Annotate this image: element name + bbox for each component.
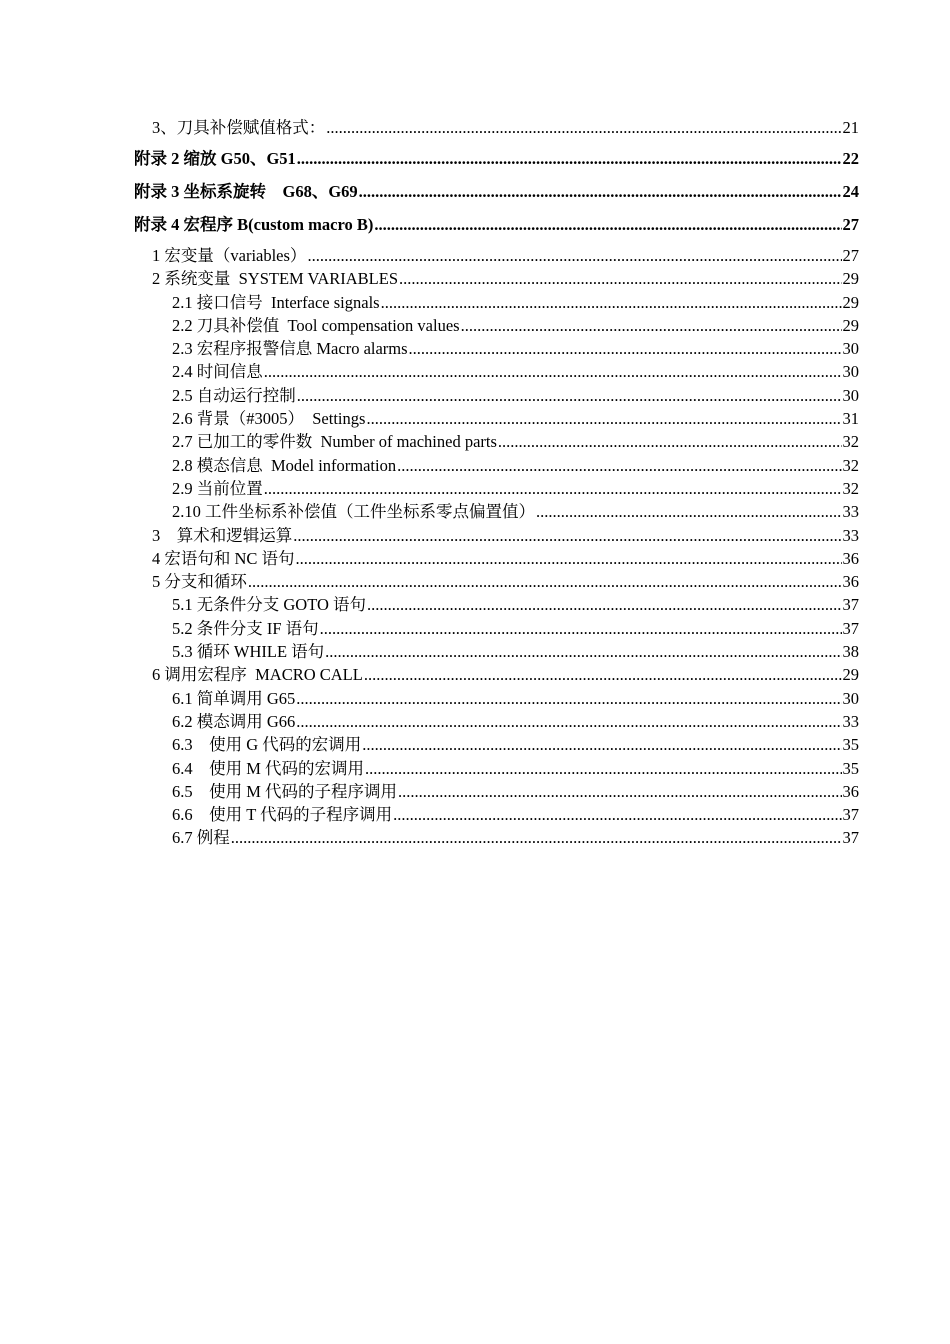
toc-entry-label: 6.4 使用 M 代码的宏调用 (172, 758, 365, 778)
toc-entry-label: 2.1 接口信号 Interface signals (172, 292, 380, 312)
toc-page-number: 30 (842, 339, 859, 359)
toc-dot-leader (231, 826, 842, 849)
toc-entry-label: 5.2 条件分支 IF 语句 (172, 618, 319, 638)
toc-entry-label: 4 宏语句和 NC 语句 (152, 548, 295, 568)
toc-entry[interactable] (172, 454, 859, 477)
toc-dot-leader (366, 407, 841, 430)
toc-page-number: 37 (842, 805, 859, 825)
toc-dot-leader (297, 384, 842, 407)
toc-entry-label: 2.10 工件坐标系补偿值（工件坐标系零点偏置值） (172, 502, 535, 522)
toc-dot-leader (320, 617, 842, 640)
toc-page-number: 36 (842, 572, 859, 592)
toc-entry-label: 5.3 循环 WHILE 语句 (172, 642, 325, 662)
toc-entry[interactable] (172, 826, 859, 849)
toc-entry-label: 2.6 背景（#3005） Settings (172, 409, 366, 429)
toc-page-number: 35 (842, 735, 859, 755)
toc-entry[interactable] (172, 710, 859, 733)
toc-entry-label: 2 系统变量 SYSTEM VARIABLES (152, 269, 399, 289)
toc-entry-label: 6.3 使用 G 代码的宏调用 (172, 735, 362, 755)
toc-dot-leader (365, 757, 841, 780)
toc-page-number: 27 (842, 215, 859, 234)
toc-page-number: 22 (842, 149, 859, 168)
toc-entry-label: 6 调用宏程序 MACRO CALL (152, 665, 363, 685)
toc-dot-leader (393, 803, 841, 826)
toc-entry-label: 5.1 无条件分支 GOTO 语句 (172, 595, 367, 615)
toc-page-number: 32 (842, 478, 859, 498)
toc-page-number: 36 (842, 781, 859, 801)
toc-page-number: 24 (842, 182, 859, 201)
toc-entry[interactable] (172, 803, 859, 826)
toc-dot-leader (397, 454, 841, 477)
toc-dot-leader (293, 524, 841, 547)
toc-entry-label: 2.9 当前位置 (172, 478, 263, 498)
toc-dot-leader (307, 244, 841, 267)
toc-dot-leader (367, 593, 841, 616)
toc-entry[interactable] (152, 547, 859, 570)
toc-entry[interactable] (172, 407, 859, 430)
toc-entry-label: 附录 2 缩放 G50、G51 (134, 149, 296, 168)
toc-dot-leader (399, 267, 841, 290)
toc-page-number: 32 (842, 455, 859, 475)
toc-entry-label: 6.5 使用 M 代码的子程序调用 (172, 781, 398, 801)
table-of-contents (0, 114, 950, 850)
toc-entry-label: 2.4 时间信息 (172, 362, 263, 382)
toc-dot-leader (359, 175, 842, 208)
toc-entry[interactable] (172, 593, 859, 616)
toc-dot-leader (264, 477, 842, 500)
toc-dot-leader (398, 780, 841, 803)
toc-page-number: 29 (842, 665, 859, 685)
toc-entry[interactable] (152, 663, 859, 686)
toc-entry[interactable] (172, 500, 859, 523)
toc-page-number: 33 (842, 525, 859, 545)
toc-entry[interactable] (172, 337, 859, 360)
toc-entry[interactable] (172, 430, 859, 453)
toc-dot-leader (264, 360, 842, 383)
toc-entry[interactable] (172, 617, 859, 640)
toc-dot-leader (364, 663, 842, 686)
toc-dot-leader (374, 208, 841, 241)
toc-entry-appendix[interactable] (134, 175, 859, 208)
toc-page-number: 29 (842, 315, 859, 335)
toc-entry-label: 2.5 自动运行控制 (172, 385, 296, 405)
toc-entry[interactable] (152, 524, 859, 547)
toc-page-number: 30 (842, 362, 859, 382)
toc-page-number: 21 (842, 118, 859, 137)
toc-entry[interactable] (172, 757, 859, 780)
toc-entry[interactable] (152, 114, 859, 142)
toc-entry-label: 3 算术和逻辑运算 (152, 525, 293, 545)
toc-entry-label: 附录 3 坐标系旋转 G68、G69 (134, 182, 358, 201)
toc-entry[interactable] (172, 384, 859, 407)
toc-dot-leader (297, 142, 842, 175)
toc-dot-leader (498, 430, 842, 453)
toc-page-number: 32 (842, 432, 859, 452)
toc-entry[interactable] (172, 314, 859, 337)
toc-entry-label: 2.7 已加工的零件数 Number of machined parts (172, 432, 497, 452)
toc-dot-leader (409, 337, 842, 360)
toc-entry[interactable] (172, 360, 859, 383)
toc-entry-label: 3、刀具补偿赋值格式： (152, 118, 326, 137)
toc-entry-appendix[interactable] (134, 142, 859, 175)
toc-page-number: 35 (842, 758, 859, 778)
toc-page-number: 33 (842, 502, 859, 522)
toc-entry-label: 2.2 刀具补偿值 Tool compensation values (172, 315, 460, 335)
toc-entry[interactable] (172, 640, 859, 663)
toc-entry[interactable] (172, 733, 859, 756)
toc-entry[interactable] (172, 477, 859, 500)
toc-page-number: 29 (842, 292, 859, 312)
toc-entry-label: 2.3 宏程序报警信息 Macro alarms (172, 339, 408, 359)
toc-page-number: 38 (842, 642, 859, 662)
toc-entry-label: 2.8 模态信息 Model information (172, 455, 397, 475)
toc-dot-leader (325, 640, 841, 663)
toc-entry-label: 1 宏变量（variables） (152, 246, 307, 265)
toc-page-number: 30 (842, 688, 859, 708)
toc-entry[interactable] (172, 687, 859, 710)
toc-page-number: 33 (842, 711, 859, 731)
toc-entry[interactable] (152, 267, 859, 290)
toc-dot-leader (296, 687, 841, 710)
toc-page-number: 30 (842, 385, 859, 405)
toc-entry[interactable] (152, 244, 859, 267)
toc-entry-label: 6.2 模态调用 G66 (172, 711, 296, 731)
toc-entry[interactable] (172, 780, 859, 803)
toc-page-number: 29 (842, 269, 859, 289)
toc-entry-label: 附录 4 宏程序 B(custom macro B) (134, 215, 374, 234)
toc-entry-label: 6.6 使用 T 代码的子程序调用 (172, 805, 393, 825)
toc-page-number: 37 (842, 595, 859, 615)
toc-dot-leader (248, 570, 842, 593)
toc-entry[interactable] (172, 291, 859, 314)
toc-dot-leader (296, 547, 842, 570)
toc-page-number: 27 (842, 246, 859, 265)
toc-page-number: 36 (842, 548, 859, 568)
toc-page-number: 37 (842, 828, 859, 848)
toc-entry[interactable] (152, 570, 859, 593)
toc-entry-appendix[interactable] (134, 208, 859, 241)
toc-dot-leader (296, 710, 841, 733)
toc-entry-label: 5 分支和循环 (152, 572, 247, 592)
toc-dot-leader (381, 291, 842, 314)
toc-page-number: 31 (842, 409, 859, 429)
toc-page-number: 37 (842, 618, 859, 638)
toc-dot-leader (536, 500, 842, 523)
toc-dot-leader (461, 314, 842, 337)
toc-entry-label: 6.7 例程 (172, 828, 230, 848)
toc-dot-leader (362, 733, 841, 756)
toc-dot-leader (326, 114, 841, 142)
toc-entry-label: 6.1 简单调用 G65 (172, 688, 296, 708)
